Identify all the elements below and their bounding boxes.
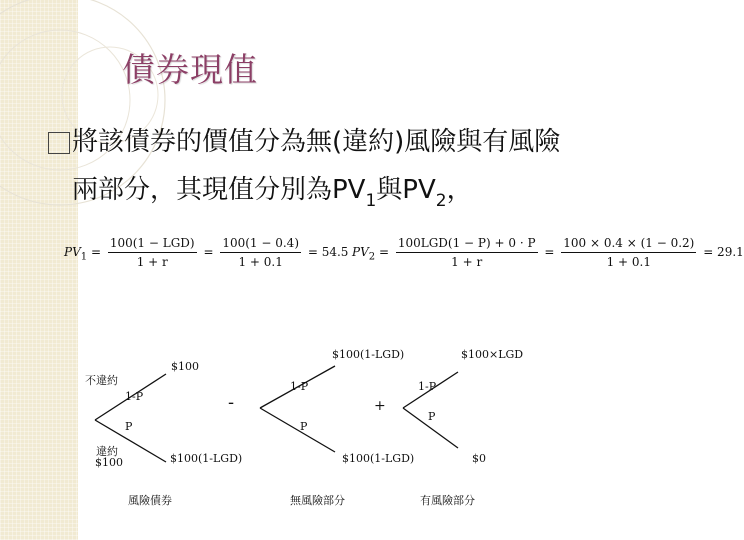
line2-part-c: ， — [446, 175, 473, 205]
pv2-frac1-numerator: 100LGD(1 − P) + 0 · P — [396, 236, 538, 253]
risky-branch-down-label: P — [125, 420, 133, 433]
risky-end-down: $100(1-LGD) — [170, 452, 243, 465]
pv1-equals: = — [90, 245, 102, 259]
no-default-label: 不違約 — [85, 374, 118, 387]
page-title: 債券現值 — [122, 50, 258, 89]
default-label: 違約 — [96, 445, 118, 458]
bullet-text-line1: 將該債券的價值分為無(違約)風險與有風險 — [72, 127, 561, 157]
riskfree-branch-down-label: P — [300, 420, 308, 433]
riskpart-caption: 有風險部分 — [420, 494, 475, 507]
pv2-equals: = — [378, 245, 390, 259]
line2-part-b: 與PV — [376, 175, 436, 205]
riskpart-branch-down-label: P — [428, 410, 436, 423]
pv2-subscript: 2 — [435, 191, 447, 211]
pv2-frac2-denominator: 1 + 0.1 — [606, 255, 651, 269]
pv2-result: = 29.1 — [703, 245, 744, 259]
line2-part-a: 兩部分，其現值分別為PV — [72, 175, 366, 205]
pv1-frac2-denominator: 1 + 0.1 — [238, 255, 283, 269]
no-default-value: $100 — [171, 360, 199, 373]
risky-bond-caption: 風險債券 — [128, 494, 172, 507]
riskpart-end-up: $100×LGD — [461, 348, 524, 361]
pv1-equals-2: = — [203, 245, 214, 259]
pv1-frac2-numerator: 100(1 − 0.4) — [220, 236, 301, 253]
riskpart-end-down: $0 — [472, 452, 486, 465]
minus-operator: - — [228, 392, 235, 413]
riskfree-caption: 無風險部分 — [290, 494, 345, 507]
pv2-lhs: PV — [352, 245, 369, 259]
pv1-lhs-subscript: 1 — [80, 251, 88, 263]
riskfree-branch-down — [260, 408, 335, 452]
plus-operator: + — [374, 398, 386, 414]
pv1-frac1-denominator: 1 + r — [136, 255, 168, 269]
riskfree-end-down: $100(1-LGD) — [342, 452, 415, 465]
pv1-lhs: PV — [64, 245, 81, 259]
pv2-lhs-subscript: 2 — [368, 251, 376, 263]
riskpart-branch-up-label: 1-P — [418, 380, 437, 393]
riskfree-end-up: $100(1-LGD) — [332, 348, 405, 361]
default-value: $100 — [95, 456, 123, 469]
pv2-frac2-numerator: 100 × 0.4 × (1 − 0.2) — [561, 236, 696, 253]
pv1-result: = 54.5 — [307, 245, 349, 259]
risky-branch-up-label: 1-P — [125, 390, 144, 403]
pv1-frac1-numerator: 100(1 − LGD) — [108, 236, 197, 253]
pv1-subscript: 1 — [365, 191, 377, 211]
pv2-equals-2: = — [544, 245, 555, 259]
riskfree-branch-up-label: 1-P — [290, 380, 309, 393]
pv2-frac1-denominator: 1 + r — [451, 255, 483, 269]
